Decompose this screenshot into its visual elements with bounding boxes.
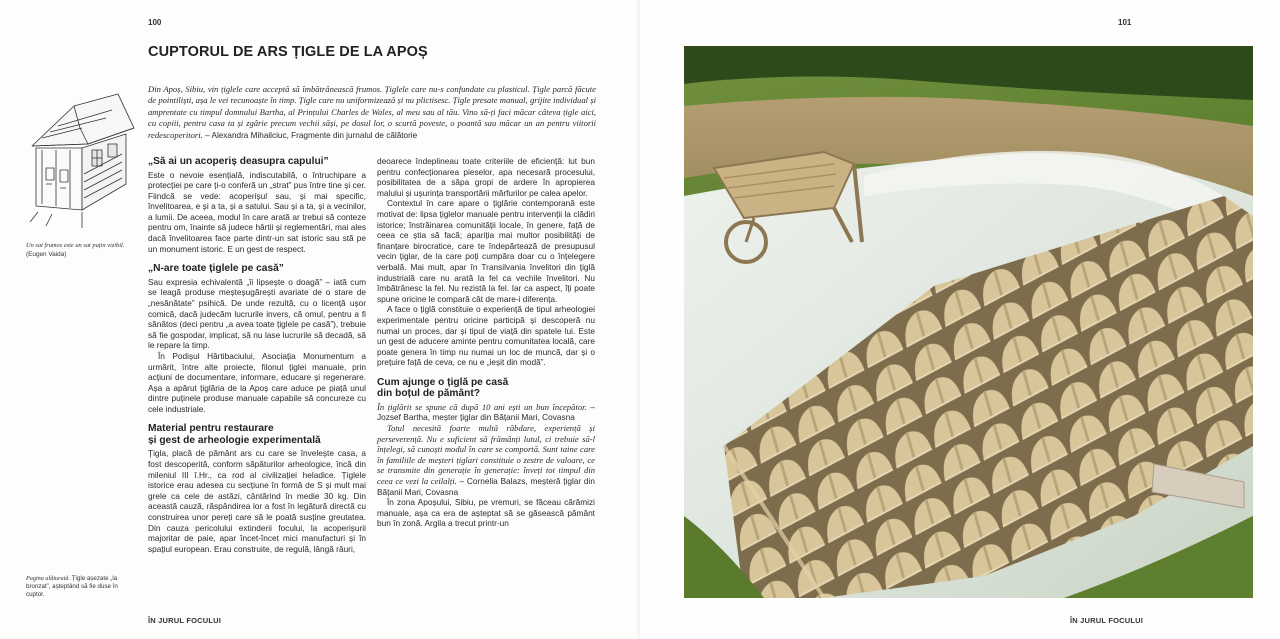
illustration-caption	[26, 242, 138, 259]
text-column-1	[148, 156, 366, 554]
quote-author: – Cornelia Balazs, meșteră țiglar din Bățanii Mari, Covasna	[377, 476, 595, 497]
subheading-restoration	[148, 423, 366, 446]
quote-bartha	[377, 402, 595, 423]
subheading-process	[377, 377, 595, 400]
house-sketch-illustration	[22, 88, 140, 236]
subheading-process-line2: din boțul de pământ?	[377, 388, 480, 400]
page-number-left: 100	[148, 18, 162, 27]
illustration-caption-text: Un sat frumos este un sat puțin vizibil.	[26, 242, 125, 249]
article-title: CUPTORUL DE ARS ȚIGLE DE LA APOȘ	[148, 44, 428, 60]
text-column-2	[377, 156, 595, 529]
photo-caption	[26, 575, 138, 599]
illustration-credit: (Eugen Vaida)	[26, 250, 67, 258]
subheading-restoration-line2: și gest de arheologie experimentală	[148, 434, 321, 446]
paragraph: deoarece îndeplineau toate criteriile de eficiență: lut bun pentru confecționarea pieselor, apa necesară procesului, posibilitatea de a săpa gropi de ardere în apropierea malului și ușurința transportării mărfurilor pe calea apelor.	[377, 156, 595, 198]
intro-paragraph	[148, 84, 596, 141]
page-number-right: 101	[1118, 18, 1132, 27]
paragraph: Contextul în care apare o țiglărie contemporană este motivat de: lipsa țiglelor manuale pentru intervenții la clădiri istorice; înstrăinarea comunității locale, în genere, față de ceea ce știa să facă; apariția mai multor posibilități de finanțare birocratice, care te îndepărtează de presupusul vecin țiglar, de la care poți cumpăra doar cu o înțelegere verbală. Mai mult, apar în Transilvania învelitori din țiglă industrială care nu arată la fel ca vechile învelitori. Nu îmbătrânesc la fel. Nu rezistă la fel. Iar ca aspect, îți poate spune oricine le compară cât de mare-i diferența.	[377, 198, 595, 304]
paragraph: Sau expresia echivalentă „îi lipsește o doagă” – iată cum se leagă produse meșteșugărești avariate de o stare de „nesănătate” psihică. De unde rezultă, cu o licență ușor comică, dacă judecăm lucrurile invers, că omul, pentru a fi sănătos (deci pentru „a avea toate țiglele pe casă”), trebuie să fie gospodar, implicat, să nu lase lucrurile să decadă, să le repare la timp.	[148, 276, 366, 351]
tiles-drying-photo	[684, 46, 1253, 598]
intro-author: – Alexandra Mihailciuc, Fragmente din jurnalul de călătorie	[202, 130, 418, 140]
paragraph: În Podișul Hârtibaciului, Asociația Monumentum a urmărit, între alte proiecte, filonul țiglei manuale, prin acțiuni de documentare, informare, educare și regenerare. Așa a apărut țiglăria de la Apoș care aduce pe piață unul dintre puținele produse manuale capabile să concureze cu cele industriale.	[148, 350, 366, 414]
quote-text: În țiglărit se spune că după 10 ani ești un bun începător.	[377, 401, 587, 412]
paragraph: Țigla, placă de pământ ars cu care se învelește casa, a fost descoperită, conform săpăturilor arheologice, încă din mileniul III î.Hr., ca rod al civilizației heladice. Țiglele istorice erau adesea cu secțiune în formă de S și mult mai grele ca cele de astăzi, cântărind în medie 30 kg. Din această cauză, răspândirea lor a fost în legătură directă cu construirea unor pereți care să le poată susține greutatea. Din cauza pericolului extinderii focului, la acoperișurii majoritar de paie, apar încet-încet mici manufacturi și în spațiul european. Erau construite, de regulă, lângă râuri,	[148, 448, 366, 554]
paragraph: A face o țiglă constituie o experiență de tipul arheologiei experimentale pentru oricine participă și descoperă nu numai un proces, dar și tipul de viață din spatele lui. Este un gest de aducere aminte pentru comunitatea locală, care poate genera în timp nu numai un loc de muncă, dar și o prețuire față de ceva, ce nu e „ieșit din modă”.	[377, 304, 595, 368]
quote-author: – Jozsef Bartha, meșter țiglar din Bățanii Mari, Covasna	[377, 401, 595, 423]
paragraph: În zona Apoșului, Sibiu, pe vremuri, se făceau cărămizi manuale, așa ca era de așteptat să se găsească pământ bun în zonă. Argila a trecut printr-un	[377, 497, 595, 529]
footer-left: ÎN JURUL FOCULUI	[148, 616, 222, 625]
footer-right: ÎN JURUL FOCULUI	[1070, 616, 1144, 625]
intro-text: Din Apoș, Sibiu, vin țiglele care acceptă să îmbătrânească frumos. Țiglele care nu-s confundate cu plasticul. Țigle parcă făcute de pointiliști, așa le vei recunoaște în timp. Țigle care nu uniformizează și nu plictisesc. Țigle presate manual, grijite individual și amprentate cu timpul domnului Bartha, al Prințului Charles de Wales, al meu sau al tău. Vino să-ți faci măcar câteva țigle aici, cu copiii, pentru casa ta și zgârie precum vechii săși, pe dosul lor, o scurtă poveste, o poantă sau măcar un an pentru viitorii redescoperitori.	[148, 84, 596, 140]
subheading-roof: „Să ai un acoperiș deasupra capului”	[148, 156, 329, 167]
subheading-restoration-line1: Material pentru restaurare	[148, 423, 274, 435]
subheading-tiles: „N-are toate țiglele pe casă”	[148, 263, 284, 275]
subheading-process-line1: Cum ajunge o țiglă pe casă	[377, 376, 509, 388]
paragraph: Este o nevoie esențială, indiscutabilă, o întruchipare a protecției pe care ți-o conferă un „strat” pus între tine și cer. Fiindcă se vede: acoperișul sau, și mai specific, învelitoarea, e și a ta, și a satului. Sau și a ta, și a vecinilor, a lumii. De aceea, modul în care arată ar trebui să conteze pentru om, înainte să judece hârtii și reglementări, mai ales dacă învelitoarea face parte dintr-un sat istoric sau stă pe un monument istoric. E un gest de respect.	[148, 169, 366, 254]
photo-caption-lead: Pagina alăturată.	[26, 575, 71, 582]
quote-text: Totul necesită foarte multă răbdare, experiență și perseverență. Nu e suficient să frămânți lutul, ci trebuie să-l înțelegi, să cunoști modul în care se comportă. Sunt taine care în familiile de meșteri țiglari constituie o zestre de valoare, ce se transmite din generație în generație: înveți tot timpul din ceea ce vezi la ceilalți.	[377, 423, 595, 487]
quote-balazs	[377, 423, 595, 497]
photo-caption-text: Țigle așezate „la bronzat”, așteptând să fie duse în cuptor.	[26, 575, 118, 598]
